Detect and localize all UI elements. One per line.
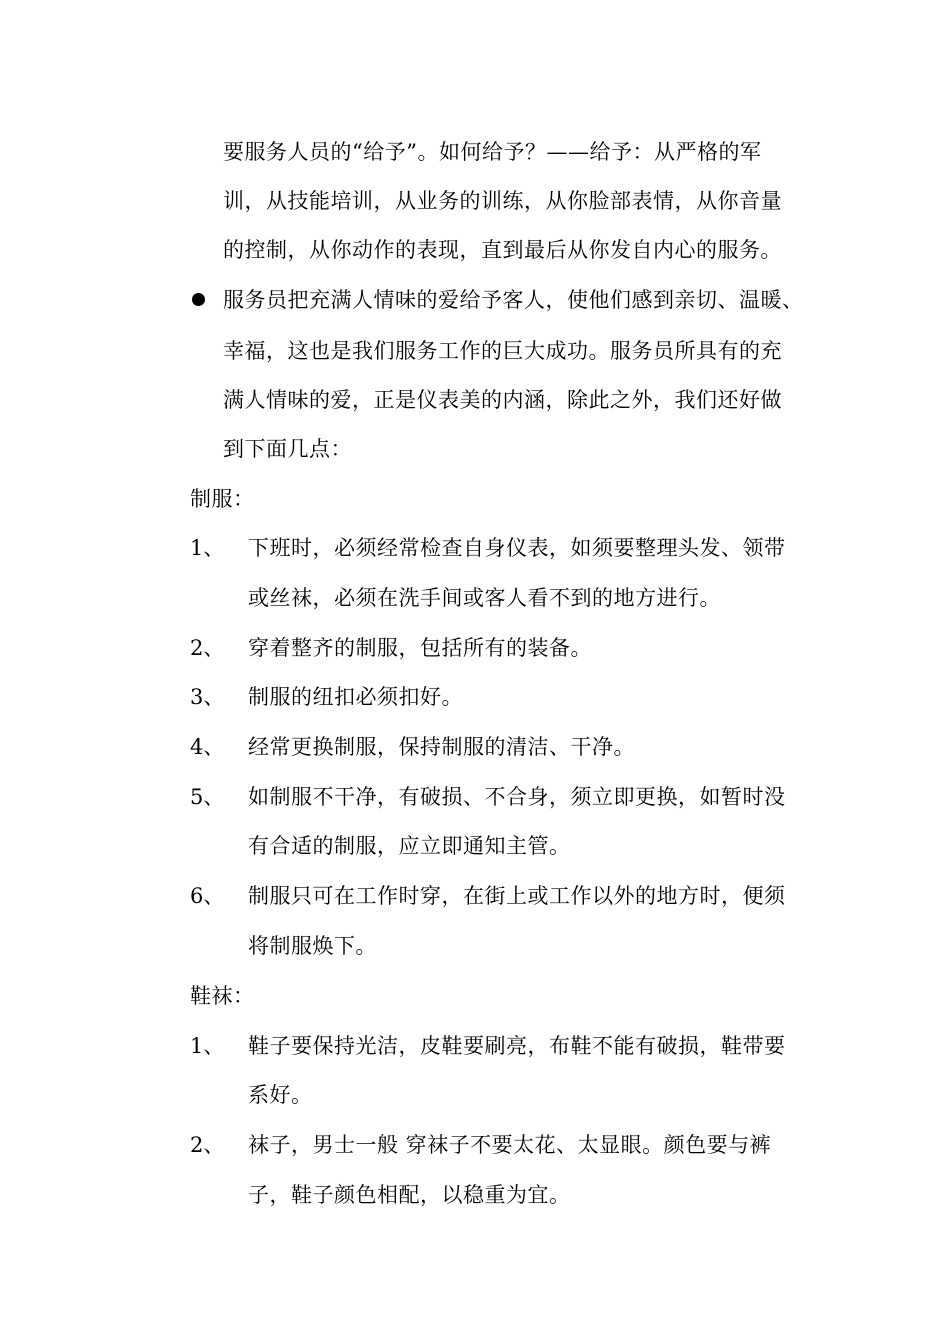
- list-item-line: 有合适的制服，应立即通知主管。: [248, 834, 571, 858]
- list-number: 3、: [190, 685, 225, 709]
- list-item-line: 子，鞋子颜色相配，以稳重为宜。: [248, 1183, 571, 1207]
- bullet-line: 服务员把充满人情味的爱给予客人，使他们感到亲切、温暖、: [223, 288, 804, 312]
- section-heading-shoes: 鞋袜：: [190, 984, 255, 1008]
- paragraph-line: 训，从技能培训，从业务的训练，从你脸部表情，从你音量: [223, 189, 782, 213]
- list-item-line: 制服只可在工作时穿，在街上或工作以外的地方时，便须: [248, 884, 786, 908]
- list-item-line: 穿着整齐的制服，包括所有的装备。: [248, 636, 592, 660]
- list-item-line: 系好。: [248, 1083, 313, 1107]
- section-heading-uniform: 制服：: [190, 487, 255, 511]
- bullet-line: 幸福，这也是我们服务工作的巨大成功。服务员所具有的充: [223, 339, 782, 363]
- list-item-line: 袜子，男士一般 穿袜子不要太花、太显眼。颜色要与裤: [248, 1133, 772, 1157]
- paragraph-line: 要服务人员的“给予”。如何给予？——给予：从严格的军: [223, 140, 762, 164]
- list-item-line: 经常更换制服，保持制服的清洁、干净。: [248, 735, 635, 759]
- bullet-icon: [192, 293, 205, 306]
- list-number: 1、: [190, 536, 225, 560]
- list-number: 1、: [190, 1034, 225, 1058]
- list-item-line: 如制服不干净，有破损、不合身，须立即更换，如暂时没: [248, 785, 786, 809]
- list-item-line: 或丝袜，必须在洗手间或客人看不到的地方进行。: [248, 586, 721, 610]
- paragraph-line: 的控制，从你动作的表现，直到最后从你发自内心的服务。: [223, 238, 782, 262]
- list-item-line: 鞋子要保持光洁，皮鞋要刷亮，布鞋不能有破损，鞋带要: [248, 1034, 786, 1058]
- list-number: 2、: [190, 1133, 225, 1157]
- list-item-line: 将制服焕下。: [248, 934, 377, 958]
- list-number: 2、: [190, 636, 225, 660]
- list-item-line: 制服的纽扣必须扣好。: [248, 685, 463, 709]
- list-number: 4、: [190, 735, 225, 759]
- list-number: 6、: [190, 884, 225, 908]
- bullet-line: 满人情味的爱，正是仪表美的内涵，除此之外，我们还好做: [223, 388, 782, 412]
- bullet-line: 到下面几点：: [223, 437, 352, 461]
- list-item-line: 下班时，必须经常检查自身仪表，如须要整理头发、领带: [248, 536, 786, 560]
- list-number: 5、: [190, 785, 225, 809]
